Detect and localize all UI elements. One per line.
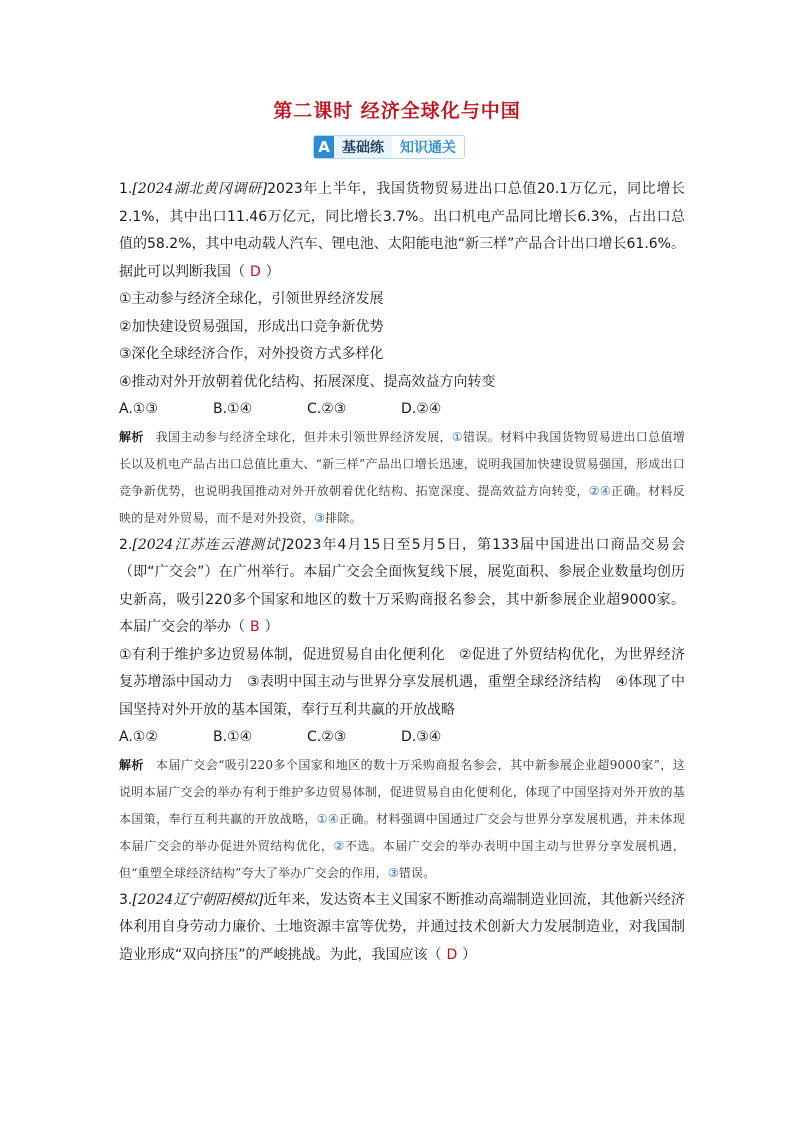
section-badge (313, 135, 465, 159)
stem-text: 2023年4月15日至5月5日，第133届中国进出口商品交易会（即“广交会”）在广州举行。本届广交会全面恢复线下展，展览面积、参展企业数量均创历史新高，吸引220多个国家和地区的数十万采购商报名参会，其中新参展企业超9000家。本届广交会的举办（ (119, 536, 685, 635)
explanation-label: 解析 (119, 757, 144, 772)
statement-mark: ①④ (316, 811, 340, 826)
answer: D (446, 946, 458, 963)
choice-d: D.②④ (401, 401, 442, 417)
explanation (119, 752, 685, 887)
explanation-text: 正确。材料反映的是对外贸易，而不是对外投资， (119, 483, 686, 525)
statement-item: ④推动对外开放朝着优化结构、拓展深度、提高效益方向转变 (119, 373, 496, 390)
statement-mark: ③ (314, 510, 326, 525)
question-number: 2. (119, 536, 133, 553)
explanation-label: 解析 (119, 429, 144, 444)
stem-text: 近年来，发达资本主义国家不断推动高端制造业回流，其他新兴经济体利用自身劳动力廉价、土地资源丰富等优势，并通过技术创新大力发展制造业，对我国制造业形成“双向挤压”的严峻挑战。为此，我国应该（ (119, 891, 685, 963)
choice-c: C.②③ (307, 729, 347, 745)
question-list (119, 176, 685, 969)
statement-item: ③深化全球经济合作，对外投资方式多样化 (119, 346, 384, 362)
explanation-text: 不选。本届广交会的举办表明中国主动与世界分享发展机遇，但“重塑全球经济结构”夸大了举办广交会的作用， (119, 838, 685, 880)
question-1-stem (119, 176, 685, 286)
statement-item: ①主动参与经济全球化，引领世界经济发展 (119, 291, 384, 307)
statement-mark: ① (451, 429, 463, 444)
question-source: [2024辽宁朝阳模拟] (132, 891, 264, 908)
choice-a: A.①③ (119, 401, 158, 417)
explanation-text: 正确。材料强调中国通过广交会与世界分享发展机遇，并未体现本届广交会的举办促进外贸结构优化， (119, 811, 686, 853)
stem-close: ） (264, 619, 279, 635)
choice-row (119, 396, 685, 424)
statement-mark: ② (333, 838, 345, 853)
answer: B (250, 619, 260, 635)
stem-text: 2023年上半年，我国货物贸易进出口总值20.1万亿元，同比增长2.1%，其中出口11.46万亿元，同比增长3.7%。出口机电产品同比增长6.3%，占出口总值的58.2%，其中电动载人汽车、锂电池、太阳能电池“新三样”产品合计出口增长61.6%。据此可以判断我国（ (119, 181, 685, 280)
badge-letter: A (314, 136, 334, 158)
stem-close: ） (462, 946, 477, 963)
badge-level: 基础练 (334, 136, 392, 158)
explanation-text: 错误。材料中我国货物贸易进出口总值增长以及机电产品占出口总值比重大、“新三样”产品出口增长迅速，说明我国加快建设贸易强国，形成出口竞争新优势，也说明我国推动对外开放朝着优化结构、拓宽深度、提高效益方向转变， (119, 429, 685, 498)
question-source: [2024湖北黄冈调研] (132, 181, 268, 197)
explanation-text: 我国主动参与经济全球化，但并未引领世界经济发展， (155, 429, 452, 444)
choice-row (119, 724, 685, 752)
choice-b: B.①④ (213, 401, 253, 417)
statement-item: ②加快建设贸易强国，形成出口竞争新优势 (119, 318, 384, 335)
stem-close: ） (265, 263, 280, 280)
choice-d: D.③④ (401, 729, 442, 745)
explanation-text: 排除。 (325, 510, 362, 525)
explanation (119, 424, 685, 532)
question-2-stem (119, 532, 685, 642)
statement-mark: ③ (387, 865, 399, 880)
question-3-stem (119, 887, 685, 970)
badge-kind: 知识通关 (392, 136, 464, 158)
question-number: 3. (119, 891, 133, 908)
explanation-text: 本届广交会“吸引220多个国家和地区的数十万采购商报名参会，其中新参展企业超9000家”，这说明本届广交会的举办有利于维护多边贸易体制，促进贸易自由化便利化，体现了中国坚持对外开放的基本国策，奉行互利共赢的开放战略， (119, 757, 686, 826)
choice-a: A.①② (119, 729, 158, 745)
page-title: 第二课时 经济全球化与中国 (273, 100, 521, 122)
statement-mark: ②④ (588, 483, 611, 498)
answer: D (250, 263, 261, 280)
choice-b: B.①④ (213, 729, 253, 745)
question-source: [2024江苏连云港测试] (132, 536, 286, 553)
statement-items: ①有利于维护多边贸易体制，促进贸易自由化便利化 ②促进了外贸结构优化，为世界经济复苏增添中国动力 ③表明中国主动与世界分享发展机遇，重塑全球经济结构 ④体现了中国坚持对外开放的基本国策，奉行互利共赢的开放战略 (119, 646, 685, 718)
choice-c: C.②③ (307, 401, 347, 417)
question-number: 1. (119, 181, 133, 197)
explanation-text: 错误。 (398, 865, 436, 880)
